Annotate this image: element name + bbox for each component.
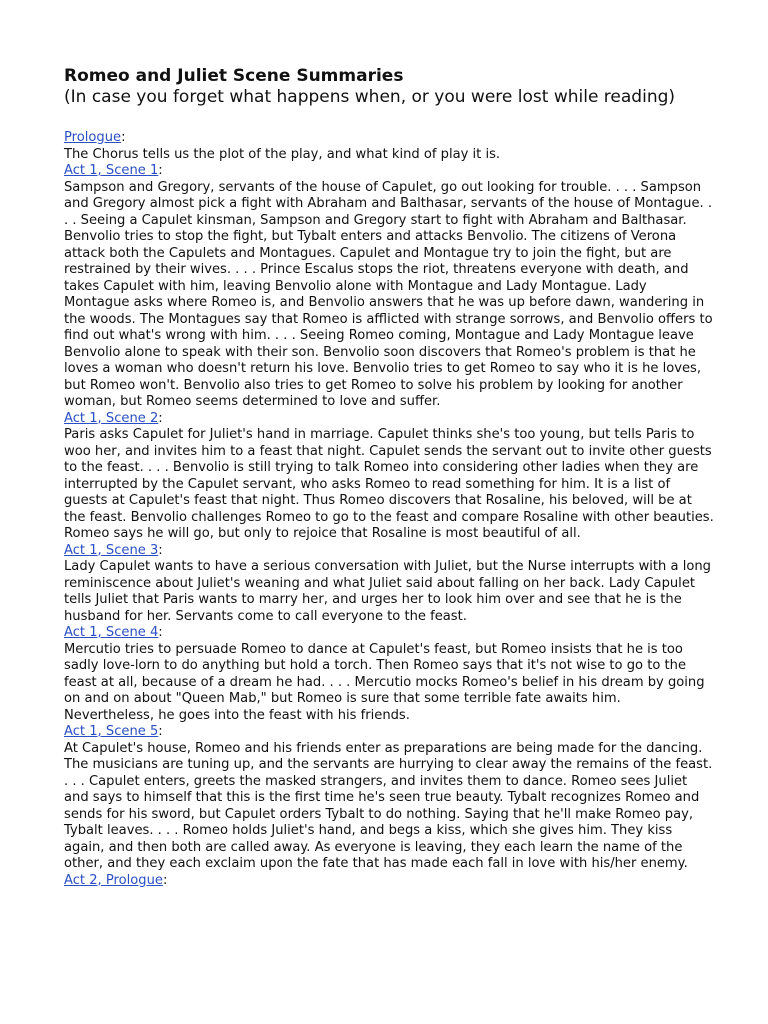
summary-act1-scene1: Sampson and Gregory, servants of the house of Capulet, go out looking for trouble. . . . Sampson and Gregory almost pick a fight with Abraham and Balthasar, servants of the house of Montague. . . . Seeing a Capulet kinsman, Sampson and Gregory start to fight with Abraham and Balthasar. Benvolio tries to stop the fight, but Tybalt enters and attacks Benvolio. The citizens of Verona attack both the Capulets and Montagues. Capulet and Montague try to join the fight, but are restrained by their wives. . . . Prince Escalus stops the riot, threatens everyone with death, and takes Capulet with him, leaving Benvolio alone with Montague and Lady Montague. Lady Montague asks where Romeo is, and Benvolio answers that he was up before dawn, wandering in the woods. The Montagues say that Romeo is afflicted with strange sorrows, and Benvolio offers to find out what's wrong with him. . . . Seeing Romeo coming, Montague and Lady Montague leave Benvolio alone to speak with their son. Benvolio soon discovers that Romeo's problem is that he loves a woman who doesn't return his love. Benvolio tries to get Romeo to say who it is he loves, but Romeo won't. Benvolio also tries to get Romeo to solve his problem by looking for another woman, but Romeo seems determined to love and suffer. bbox=[64, 179, 713, 409]
link-act1-scene2[interactable]: Act 1, Scene 2 bbox=[64, 410, 159, 426]
entry-heading-act2-prologue: Act 2, Prologue: bbox=[64, 872, 168, 888]
summary-act1-scene3: Lady Capulet wants to have a serious conversation with Juliet, but the Nurse interrupts with a long reminiscence about Juliet's weaning and what Juliet said about falling on her back. Lady Capulet tells Juliet that Paris wants to marry her, and urges her to look him over and see that he is the husband for her. Servants come to call everyone to the feast. bbox=[64, 559, 711, 624]
document-page bbox=[64, 66, 714, 889]
link-prologue[interactable]: Prologue bbox=[64, 130, 122, 145]
entry-heading-act1-scene5: Act 1, Scene 5: bbox=[64, 724, 163, 739]
document-title: Romeo and Juliet Scene Summaries bbox=[64, 66, 404, 86]
link-act1-scene4[interactable]: Act 1, Scene 4 bbox=[64, 625, 159, 640]
entry-heading-act1-scene4: Act 1, Scene 4: bbox=[64, 625, 163, 640]
scene-summaries bbox=[64, 130, 714, 889]
summary-act1-scene4: Mercutio tries to persuade Romeo to dance at Capulet's feast, but Romeo insists that he is too sadly love-lorn to do anything but hold a torch. Then Romeo says that it's not wise to go to the feast at all, because of a dream he had. . . . Mercutio mocks Romeo's belief in his dream by going on and on about "Queen Mab," but Romeo is sure that some terrible fate awaits him. Nevertheless, he goes into the feast with his friends. bbox=[64, 641, 705, 723]
entry-heading-act1-scene1: Act 1, Scene 1: bbox=[64, 163, 163, 178]
summary-act1-scene5: At Capulet's house, Romeo and his friends enter as preparations are being made for the dancing. The musicians are tuning up, and the servants are hurrying to clear away the remains of the feast. . . . Capulet enters, greets the masked strangers, and invites them to dance. Romeo sees Juliet and says to himself that this is the first time he's seen true beauty. Tybalt recognizes Romeo and sends for his sword, but Capulet orders Tybalt to do nothing. Saying that he'll make Romeo pay, Tybalt leaves. . . . Romeo holds Juliet's hand, and begs a kiss, which she gives him. They kiss again, and then both are called away. As everyone is leaving, they each learn the name of the other, and they each exclaim upon the fate that has made each fall in love with his/her enemy. bbox=[64, 740, 713, 871]
entry-heading-prologue: Prologue: bbox=[64, 130, 126, 145]
entry-heading-act1-scene2: Act 1, Scene 2: bbox=[64, 410, 163, 426]
entry-heading-act1-scene3: Act 1, Scene 3: bbox=[64, 542, 163, 558]
link-act1-scene1[interactable]: Act 1, Scene 1 bbox=[64, 163, 159, 178]
link-act1-scene3[interactable]: Act 1, Scene 3 bbox=[64, 542, 159, 558]
summary-act1-scene2: Paris asks Capulet for Juliet's hand in marriage. Capulet thinks she's too young, but tells Paris to woo her, and invites him to a feast that night. Capulet sends the servant out to invite other guests to the feast. . . . Benvolio is still trying to talk Romeo into considering other ladies when they are interrupted by the Capulet servant, who asks Romeo to read something for him. It is a list of guests at Capulet's feast that night. Thus Romeo discovers that Rosaline, his beloved, will be at the feast. Benvolio challenges Romeo to go to the feast and compare Rosaline with other beauties. Romeo says he will go, but only to rejoice that Rosaline is most beautiful of all. bbox=[64, 427, 714, 541]
document-subtitle: (In case you forget what happens when, or you were lost while reading) bbox=[64, 87, 676, 107]
summary-prologue: The Chorus tells us the plot of the play, and what kind of play it is. bbox=[64, 146, 501, 162]
link-act2-prologue[interactable]: Act 2, Prologue bbox=[64, 872, 163, 888]
link-act1-scene5[interactable]: Act 1, Scene 5 bbox=[64, 724, 159, 739]
